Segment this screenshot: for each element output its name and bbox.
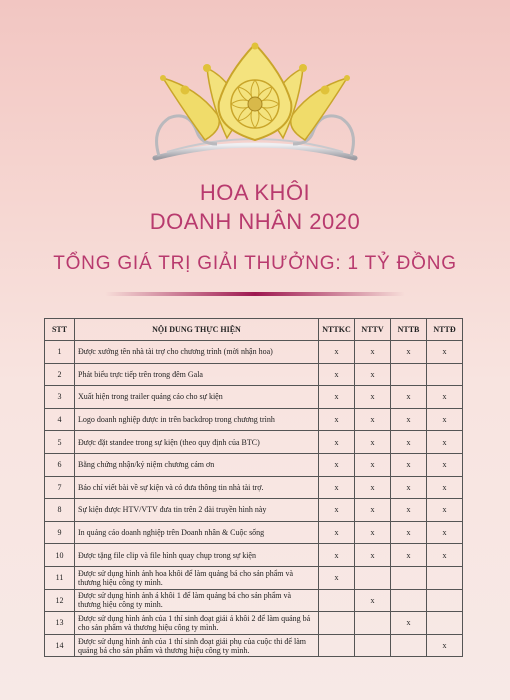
mark-nttd: x <box>427 544 463 567</box>
mark-nttb: x <box>391 521 427 544</box>
mark-nttd <box>427 612 463 635</box>
mark-nttkc <box>319 612 355 635</box>
mark-nttb: x <box>391 386 427 409</box>
row-number: 2 <box>45 363 75 386</box>
divider <box>105 292 405 296</box>
table-row <box>45 363 463 386</box>
mark-nttv: x <box>355 544 391 567</box>
row-number: 3 <box>45 386 75 409</box>
row-number: 8 <box>45 499 75 522</box>
table-row <box>45 341 463 364</box>
row-number: 11 <box>45 566 75 589</box>
header-nttkc: NTTKC <box>319 319 355 341</box>
row-number: 7 <box>45 476 75 499</box>
table-row <box>45 453 463 476</box>
row-number: 13 <box>45 612 75 635</box>
mark-nttkc: x <box>319 476 355 499</box>
row-number: 10 <box>45 544 75 567</box>
mark-nttd: x <box>427 341 463 364</box>
mark-nttd: x <box>427 408 463 431</box>
mark-nttb: x <box>391 341 427 364</box>
table-row <box>45 476 463 499</box>
mark-nttv: x <box>355 476 391 499</box>
mark-nttkc: x <box>319 341 355 364</box>
mark-nttkc <box>319 589 355 612</box>
mark-nttv: x <box>355 386 391 409</box>
mark-nttv: x <box>355 521 391 544</box>
mark-nttv <box>355 634 391 657</box>
crown-icon <box>145 40 365 168</box>
table-row <box>45 431 463 454</box>
row-content: Logo doanh nghiệp được in trên backdrop trong chương trình <box>75 408 319 431</box>
mark-nttkc: x <box>319 566 355 589</box>
mark-nttb: x <box>391 476 427 499</box>
mark-nttd: x <box>427 634 463 657</box>
mark-nttv: x <box>355 453 391 476</box>
row-content: Được sử dụng hình ảnh hoa khôi để làm quảng bá cho sản phẩm và thương hiệu công ty mình. <box>75 566 319 589</box>
header-nttd: NTTĐ <box>427 319 463 341</box>
row-content: Được xướng tên nhà tài trợ cho chương trình (mời nhận hoa) <box>75 341 319 364</box>
header-stt: STT <box>45 319 75 341</box>
mark-nttd <box>427 363 463 386</box>
mark-nttb: x <box>391 499 427 522</box>
row-number: 5 <box>45 431 75 454</box>
row-number: 4 <box>45 408 75 431</box>
mark-nttb: x <box>391 612 427 635</box>
mark-nttv: x <box>355 363 391 386</box>
table-row <box>45 408 463 431</box>
mark-nttb: x <box>391 431 427 454</box>
row-number: 12 <box>45 589 75 612</box>
mark-nttkc: x <box>319 363 355 386</box>
mark-nttb <box>391 363 427 386</box>
mark-nttd: x <box>427 499 463 522</box>
mark-nttkc: x <box>319 431 355 454</box>
mark-nttb: x <box>391 544 427 567</box>
header-content: NỘI DUNG THỰC HIỆN <box>75 319 319 341</box>
header-nttb: NTTB <box>391 319 427 341</box>
row-content: Được đặt standee trong sự kiện (theo quy định của BTC) <box>75 431 319 454</box>
mark-nttkc: x <box>319 521 355 544</box>
prize-total-heading: TỔNG GIÁ TRỊ GIẢI THƯỞNG: 1 TỶ ĐỒNG <box>53 253 457 274</box>
table-row <box>45 634 463 657</box>
mark-nttd <box>427 589 463 612</box>
mark-nttkc: x <box>319 453 355 476</box>
mark-nttkc: x <box>319 499 355 522</box>
mark-nttb <box>391 589 427 612</box>
mark-nttv: x <box>355 341 391 364</box>
mark-nttb <box>391 634 427 657</box>
mark-nttb <box>391 566 427 589</box>
mark-nttb: x <box>391 408 427 431</box>
mark-nttkc: x <box>319 386 355 409</box>
mark-nttv: x <box>355 589 391 612</box>
row-number: 14 <box>45 634 75 657</box>
table-row <box>45 544 463 567</box>
table-row <box>45 521 463 544</box>
row-number: 9 <box>45 521 75 544</box>
row-content: In quảng cáo doanh nghiệp trên Doanh nhân & Cuộc sống <box>75 521 319 544</box>
mark-nttv <box>355 612 391 635</box>
row-content: Được sử dụng hình ảnh của 1 thí sinh đoạt giải á khôi 2 để làm quảng bá cho sản phẩm và thương hiệu công ty mình. <box>75 612 319 635</box>
title-line-2: DOANH NHÂN 2020 <box>149 209 361 234</box>
header-nttv: NTTV <box>355 319 391 341</box>
mark-nttd: x <box>427 521 463 544</box>
mark-nttkc <box>319 634 355 657</box>
row-content: Được tặng file clip và file hình quay chụp trong sự kiện <box>75 544 319 567</box>
mark-nttv: x <box>355 431 391 454</box>
mark-nttv: x <box>355 499 391 522</box>
row-content: Báo chí viết bài về sự kiện và có đưa thông tin nhà tài trợ. <box>75 476 319 499</box>
row-number: 1 <box>45 341 75 364</box>
table-row <box>45 566 463 589</box>
table-row <box>45 612 463 635</box>
row-content: Bằng chứng nhận/kỷ niệm chương cám ơn <box>75 453 319 476</box>
mark-nttv <box>355 566 391 589</box>
mark-nttd <box>427 566 463 589</box>
row-content: Được sử dụng hình ảnh của 1 thí sinh đoạt giải phụ của cuộc thi để làm quảng bá cho sản phẩm và thương hiệu công ty mình. <box>75 634 319 657</box>
row-content: Được sử dụng hình ảnh á khôi 1 để làm quảng bá cho sản phẩm và thương hiệu công ty mình. <box>75 589 319 612</box>
row-content: Xuất hiện trong trailer quảng cáo cho sự kiện <box>75 386 319 409</box>
mark-nttkc: x <box>319 408 355 431</box>
mark-nttd: x <box>427 476 463 499</box>
title-line-1: HOA KHÔI <box>199 180 311 205</box>
row-content: Sự kiện được HTV/VTV đưa tin trên 2 đài truyền hình này <box>75 499 319 522</box>
mark-nttb: x <box>391 453 427 476</box>
row-content: Phát biểu trực tiếp trên trong đêm Gala <box>75 363 319 386</box>
table-row <box>45 386 463 409</box>
mark-nttd: x <box>427 453 463 476</box>
table-header-row <box>45 319 463 341</box>
table-row <box>45 589 463 612</box>
mark-nttd: x <box>427 431 463 454</box>
mark-nttd: x <box>427 386 463 409</box>
mark-nttkc: x <box>319 544 355 567</box>
row-number: 6 <box>45 453 75 476</box>
table-row <box>45 499 463 522</box>
mark-nttv: x <box>355 408 391 431</box>
benefits-table <box>44 318 463 657</box>
